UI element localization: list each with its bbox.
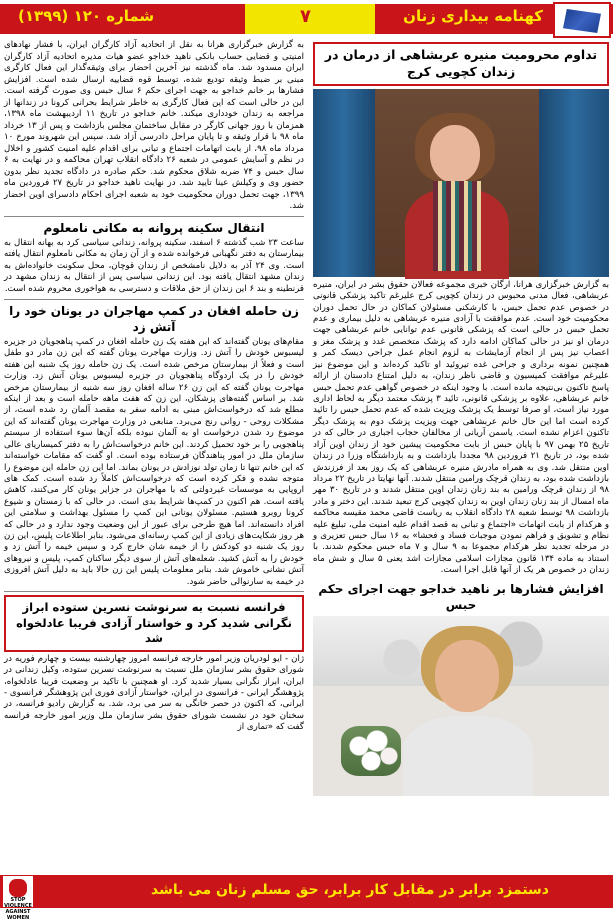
article1-photo (313, 89, 609, 277)
left-column (4, 40, 304, 734)
flower-bouquet (341, 726, 401, 776)
article1-body: به گزارش خبرگزاری هرانا، ارگان خبری مجموعه فعالان حقوق بشر در ایران، منیره عربشاهی، فعال مدنی محبوس در زندان کچویی کرج علیرغم تاکید پزشکی قانونی در خصوص عدم تحمل حبس، با کارشکنی مسئولان کماکان در حال تحمل دوران محکومیت خود است. عدم موافقت با آزادی منیره عربشاهی به دلیل بیماری و عدم تحمل حبس در حالی است که پزشکی قانونی عدم توانایی خانم عربشاهی جهت درمان او نیز در حالی کماکان ادامه دارد که پزشک متخصص غدد و پزشک مغز و اعصاب نیز پس از انجام آزمایشات به لزوم انجام عمل جراحی دیسک کمر و همچنین نمونه برداری و جراحی غده تیروئید او تاکید کرده‌اند و این موضوع نیز علیرغم موافقت کمیسیون و قاضی ناظر زندان، به دلیل امتناع دادستان از ارائه پاسخ تاکنون بی‌نتیجه مانده است. با وجود اینکه در خصوص گواهی عدم تحمل حبس خانم عربشاهی، علاوه بر پزشکی قانونی، تائید ۳ پزشک معتمد دیگر به لحاظ اداری مورد نیاز است، او صرفا توسط یک پزشک ویزیت شده که عدم تحمل حبس را تائید کرده است اما این حال خانم عربشاهی جهت ویزیت پزشک دوم به پزشک دیگر تاکنون اعزام نشده است. یاسمن آریانی از مخالفان حجاب اجباری در حالی که در تاریخ ۲۵ بهمن ۹۷ با پایان حبس از بابت محکومیت پیشین خود از زندان اوین آزاد شده بود، در تاریخ ۲۱ فروردین ۹۸ مجددا بازداشت و به بازداشتگاه وزرا در زندان اوین منتقل شد. وی به همراه مادرش منیره عربشاهی که یک روز بعد از فرزندش بازداشت شده بود، به زندان قرچک ورامین منتقل شدند. آنها نهایتا در تاریخ ۲۲ مرداد ۹۸ از زندان قرچک ورامین به بند زنان زندان اوین منتقل شدند و در تاریخ ۳۰ مهر ماه امسال از بند زنان زندان اوین به زندان کچویی کرج تبعید شدند. این دختر و مادر بازداشت ۹۸ توسط شعبه ۲۸ دادگاه انقلاب به ریاست قاضی محمد مقیسه محاکمه و هرکدام از بابت اتهامات «اجتماع و تبانی به قصد اقدام علیه امنیت ملی، تبلیغ علیه نظام و تشویق و فراهم نمودن موجبات فساد و فحشا» به ۱۶ سال حبس تعزیری و در مرحله تجدید نظر هرکدام مجموعا به ۹ سال و ۷ ماه حبس محکوم شدند. با استناد به ماده ۱۳۴ قانون مجازات اسلامی مجازات اشد یعنی ۵ سال و شش ماه زندان در خصوص هر یک از آنها قابل اجرا است. (313, 279, 609, 576)
magazine-title: کهنامه بیداری زنان (403, 7, 543, 25)
article3-body: ساعت ۲۳ شب گذشته ۶ اسفند، سکینه پروانه، زندانی سیاسی کرد به بهانه انتقال به بیمارستان به دفتر نگهبانی فرخوانده شده و از آن زمان به مکانی نامعلوم انتقال یافته است. وی ۲۴ آذر به دلایل نامشخص از زندان قوچان، محل سکونت خانواده‌اش به زندان مشهد انتقال یافته بود. این زندانی سیاسی پس از انتقال به زندان مشهد در قرنطینه و بند ۶ این زندان از حق ملاقات و دسترسی به هواخوری محروم شده است. (4, 237, 305, 294)
footer-slogan: دستمزد برابر در مقابل کار برابر، حق مسلم زنان می باشد (151, 882, 549, 898)
hand-icon (9, 879, 27, 897)
portrait-shirt (403, 716, 533, 796)
article3-headline: انتقال سکینه پروانه به مکانی نامعلوم (43, 220, 265, 235)
divider (4, 216, 304, 217)
article1-headline: تداوم محرومیت منیره عربشاهی از درمان در زندان کچویی کرج (313, 42, 609, 86)
article4-headline: زن حامله افغان در کمپ مهاجران در یونان خود را آتش زد (9, 303, 299, 334)
issue-number: شماره ۱۲۰ (۱۳۹۹) (18, 7, 155, 25)
portrait-face (430, 125, 480, 183)
blue-door-left (313, 89, 375, 277)
right-column (313, 40, 609, 796)
article5-headline: فرانسه نسبت به سرنوشت نسرین ستوده ابراز نگرانی شدید کرد و خواستار آزادی فریبا عادلخواه شد (4, 595, 304, 652)
page-number: ۷ (300, 6, 311, 27)
article2-body: به گزارش خبرگزاری هرانا به نقل از اتحادیه آزاد کارگران ایران، با فشار نهادهای امنیتی و قضایی حساب بانکی ناهید خداجو عضو هیات مدیره اتحادیه آزاد کارگران ایران مسدود شد. ماه گذشته نیز آخرین احضار برای وثیقه‌گذار این فعال کارگری مبنی بر ضبط وثیقه تودیع شده، توسط قوه قضاییه ارسال شده است. افزایش فشارها بر خانم خداجو به جهت اجرای حکم ۶ سال حبس وی صورت گرفته است. این در حالی است که این فعال کارگری به خاطر شرایط بحرانی کرونا در زندانها از مراجعه به زندان خودداری میکند. خانم خداجو در تاریخ ۱۱ اردیبهشت ماه ۱۳۹۸، همزمان با روز جهانی کارگر در مقابل ساختمان مجلس بازداشت و پس از ۱۳ خرداد ماه ۹۸ با قرار وثیقه و تا پایان مراحل دادرسی آزاد شد. سپس این شهروند مورخ ۱۰ مرداد ماه ۹۸، از بابت اتهامات اجتماع و تبانی برای اقدام علیه امنیت کشور و اخلال در نظم و آسایش عمومی در شعبه ۲۶ دادگاه انقلاب تهران محاکمه و در نهایت به ۶ سال حبس و ۷۴ ضربه شلاق محکوم شد. حکم صادره در دادگاه تجدید نظر بدون حضور وی و وکیلش عینا تایید شد. در نهایت ناهید خداجو در تاریخ ۲۷ فروردین ماه ۱۳۹۹، جهت تحمل دوران محکومیت خود به شعبه اجرای احکام دادسرای اوین احضار شد. (4, 40, 304, 212)
stop-violence-logo (3, 876, 33, 921)
article2-headline: افزایش فشارها بر ناهید خداجو جهت اجرای حکم حبس (318, 581, 604, 612)
logo-caption: STOP VIOLENCE AGAINST WOMEN (4, 897, 32, 921)
blue-door-right (539, 89, 609, 277)
article4-body: مقام‌های یونان گفته‌اند که این هفته یک زن حامله افغان در کمپ پناهجویان در جزیره لیسبوس خودش را آتش زد. وزارت مهاجرت یونان گفته که این زن مادر دو طفل است و فعلاً از بیمارستان مرخص شده است. یک زن حامله روز یک شنبه این هفته خودش را در یک اردوگاه پناهجویان در جزیره لیسبوس یونان آتش زد. وزارت مهاجرت یونان گفته که این زن ۲۶ ساله افغان روز سه شنبه از بیمارستان مرخص شد. بر اساس گفته‌های پزشکان، این زن که هفت ماهه حامله است و بعد از اینکه مطلع شد که درخواست‌اش مبنی به ادامه سفر به مقصد آلمان رد شده است، از مشکلات روحی - روانی رنج می‌برد. منابعی در وزارت مهاجرت یونان گفته‌اند که این موضوع رد شدن درخواست او به آلمان نبوده بلکه آن‌ها سوء استفاده از سیستم پناهجویی را بر خود تحمیل کردند. این خانم درخواست‌اش را به دفتر کمیساریای عالی سازمان ملل در امور پناهندگان فرستاده بوده است. او گفت که مقامات خواسته‌اند که این خانم تنها تا زمان تولد نوزادش در یونان بماند. اما این زن حامله این موضوع را متوجه نشده و فکر کرده است که درخواست‌اش کاملاً رد شده است. کمک های اروپایی به موسسات غیردولتی که با مهاجران در جزایر یونان کار می‌کنند، کاهش یافته است. هم اکنون در کمپ‌ها شرایط بدی است. در حالی که با زمستان و شیوع کرونا روبرو هستیم. مسئولان یونانی این کمپ را مسئول بهداشت و سلامتی این افراد دانسته‌اند. اما هیچ طرحی برای عبور از این وضعیت وجود ندارد و در حالی که هر روز شکایت‌های زیادی از این کمپ رسانه‌ای می‌شود. بنابر اطلاعات پلیس، این زن روز یک شنبه دو کودکش را از خیمه شان خارج کرد و سپس خیمه را آتش زد و خودش را به آتش کشید. شعله‌های آتش از سوی دیگر ساکنان کمپ، پلیس و نیروهای آتش نشانی خاموش شد. بنابر معلومات پلیس این زن حالا باید به دلیل آتش افروزی در خیمه به سارنوالی حاضر شود. (4, 336, 304, 587)
magazine-logo (553, 2, 611, 38)
article2-photo (313, 616, 609, 796)
portrait-scarf (433, 181, 481, 271)
portrait-face (435, 640, 499, 712)
divider (4, 591, 304, 592)
article5-body: ژان - ایو لودریان وزیر امور خارجه فرانسه امروز چهارشنبه بیست و چهارم فوریه در شورای حقوق بشر سازمان ملل نسبت به سرنوشت نسرین ستوده، وکیل زندانی در ایران، ابراز نگرانی بسیار شدید کرد. او همچنین با تاکید بر وضعیت فریبا عادلخواه، پژوهشگر ایرانی - فرانسوی در ایران، خواستار آزادی فوری این پژوهشگر فرانسوی - ایرانی، که اکنون در حصر خانگی به سر می برد، شد. به گزارش رادیو فرانسه، در سخنان خود در نشست شورای حقوق بشر سازمان ملل وزیر امور خارجه فرانسه گفت که «تماری از (4, 653, 304, 733)
page-header (0, 0, 613, 40)
page-footer (0, 875, 613, 921)
iran-map-icon (563, 9, 601, 33)
divider (4, 299, 304, 300)
